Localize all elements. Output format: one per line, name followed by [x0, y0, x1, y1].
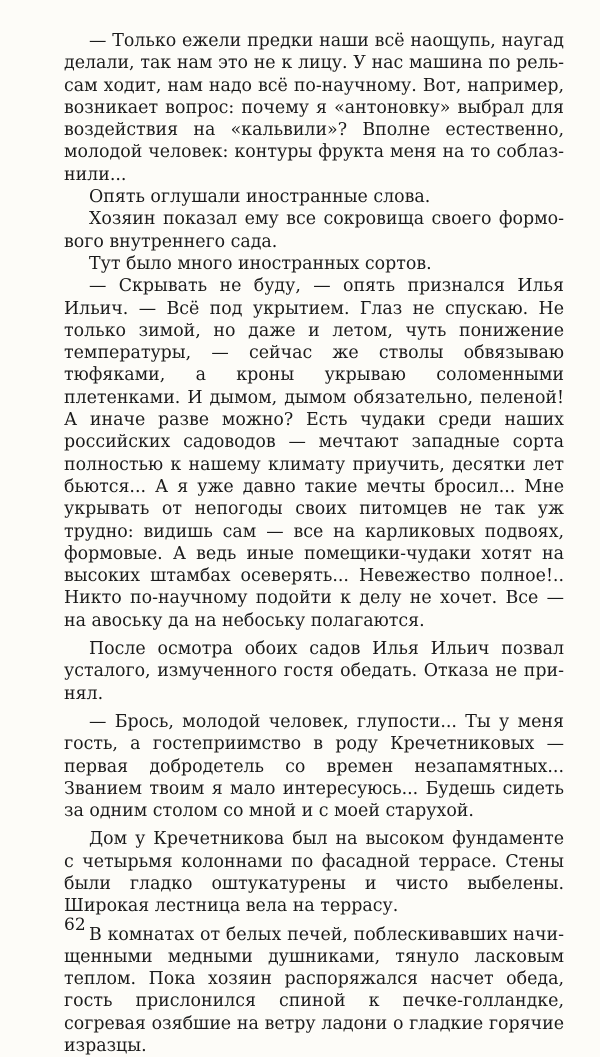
paragraph-3: Хозяин показал ему все сокровища своего формового внутреннего сада.	[64, 209, 564, 252]
paragraph-1: — Только ежели предки наши всё наощупь, наугад делали, так нам это не к лицу. У нас машина по рельсам ходит, нам надо всё по-научному. Вот, например, возникает вопрос: почему я «антоновку» выбрал для воздействия на «кальвили»? Вполне естественно, молодой человек: контуры фрукта меня на то соблазнили...	[64, 31, 564, 185]
paragraph-2: Опять оглушали иностранные слова.	[89, 187, 431, 208]
paragraph-6: После осмотра обоих садов Илья Ильич позвал усталого, измученного гостя обедать. Отказа не принял.	[64, 639, 564, 704]
paragraph-7: — Брось, молодой человек, глупости... Ты у меня гость, а гостеприимство в роду Кречетниковых — первая добродетель со времен незапамятных... Званием твоим я мало интересуюсь... Будешь сидеть за одним столом со мной и с моей старухой.	[64, 711, 564, 822]
paragraph-4: Тут было много иностранных сортов.	[89, 253, 432, 274]
page-number: 62	[64, 915, 86, 935]
paragraph-5: — Скрывать не буду, — опять признался Илья Ильич. — Всё под укрытием. Глаз не спускаю. Не только зимой, но даже и летом, чуть понижение температуры, — сейчас же стволы обвязываю тюфяками, а кроны укрываю соломенными плетенками. И дымом, дымом обязательно, пеленой! А иначе разве можно? Есть чудаки среди наших российских садоводов — мечтают западные сорта полностью к нашему климату приучить, десятки лет бьются... А я уже давно такие мечты бросил... Мне укрывать от непогоды своих питомцев не так уж трудно: видишь сам — все на карликовых подвоях, формовые. А ведь иные помещики-чудаки хотят на высоких штамбах осеверять... Невежество полное!.. Никто по-научному подойти к делу не хочет. Все — на авоську да на небоську полагаются.	[64, 276, 564, 631]
paragraph-9: В комнатах от белых печей, поблескивавших начищенными медными душниками, тянуло ласковым теплом. Пока хозяин распоряжался насчет обеда, гость прислонился спиной к печке-голландке, согревая озябшие на ветру ладони о гладкие горячие изразцы.	[64, 924, 564, 1057]
paragraph-8: Дом у Кречетникова был на высоком фундаменте с четырьмя колоннами по фасадной террасе. Стены были гладко оштукатурены и чисто выбелены. Широкая лестница вела на террасу.	[64, 829, 564, 917]
page-text	[64, 30, 564, 1057]
